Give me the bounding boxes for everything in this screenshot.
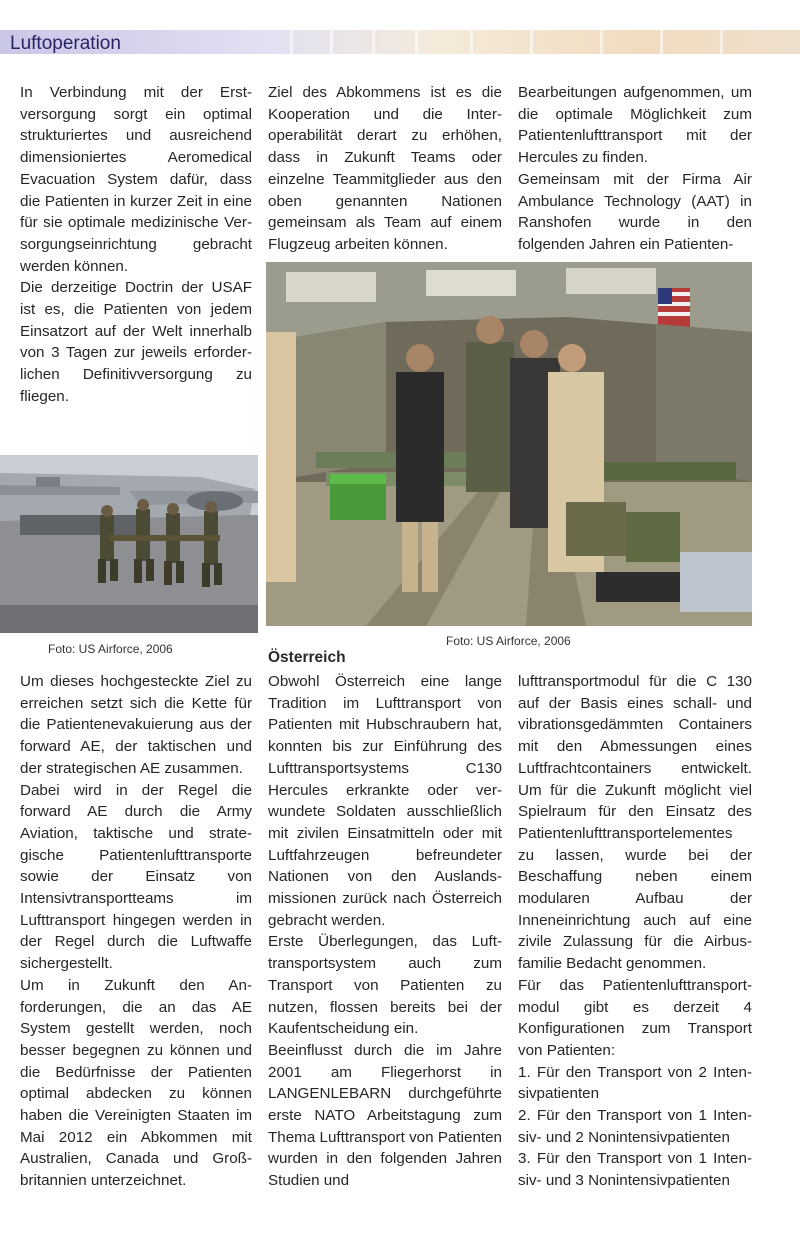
subheading-oesterreich: Österreich [268,649,346,666]
paragraph: Beeinflusst durch die im Jahre 2001 am Fliegerhorst in LANGENLEBARN durchgeführte erste NATO Arbeitstagung zum Thema Lufttransport von Patienten wurden in den folgenden Jahren Studien und [268,1041,502,1190]
paragraph: Bearbeitungen aufgenommen, um die optimale Möglichkeit zum Patientenlufttransport mit der Hercules zu finden. [518,84,752,167]
paragraph: In Verbindung mit der Erstversorgung sorgt ein optimal strukturiertes und ausreichend dimensioniertes Aeromedical Evacuation System dafür, dass die Patienten in kurzer Zeit in eine für sie optimale medizinische Versorgungseinrichtung gebracht werden können. [20,84,252,275]
bottom-column-3 [518,671,752,1192]
paragraph: Gemeinsam mit der Firma Air Ambulance Technology (AAT) in Ranshofen wurde in den folgenden Jahren ein Patienten- [518,170,752,253]
paragraph: lufttransportmodul für die C 130 auf der Basis eines schall- und vibrationsgedämmten Containers mit den Abmessungen eines Luftfrachtcontainers entwickelt. Um für die Zukunft möglicht viel Spielraum für den Einsatz des Patientenlufttransportelementes zu lassen, wurde bei der Beschaffung neben einem modularen Aufbau der Inneneinrichtung auch auf eine zivile Zulassung für die Airbusfamilie Bedacht genommen. [518,673,752,973]
paragraph: Dabei wird in der Regel die forward AE durch die Army Aviation, taktische und strategische Patientenlufttransporte sowie der Einsatz von Intensivtransportteams im Lufttransport hingegen werden in der Regel durch die Luftwaffe sichergestellt. [20,781,252,973]
photo-caption-left: Foto: US Airforce, 2006 [48,642,173,656]
paragraph: Ziel des Abkommens ist es die Kooperation und die Interoperabilität derart zu erhöhen, dass in Zukunft Teams oder einzelne Teammitglieder aus den oben genannten Nationen gemeinsam als Team auf einem Flugzeug arbeiten können. [268,84,502,253]
bottom-column-2 [268,671,502,1192]
paragraph: Die derzeitige Doctrin der USAF ist es, die Patienten von jedem Einsatzort auf der Welt innerhalb von 3 Tagen zur jeweils erforderlichen Definitivversorgung zu fliegen. [20,279,252,405]
top-column-3 [518,82,752,256]
photo-caption-right: Foto: US Airforce, 2006 [446,634,571,648]
bottom-column-1 [20,671,252,1192]
list-item: 3. Für den Transport von 1 Intensiv- und 3 Nonintensivpatienten [518,1150,752,1190]
top-column-2 [268,82,502,256]
paragraph: Um in Zukunft den Anforderungen, die an das AE System gestellt werden, noch besser begegnen zu können und die Bedürfnisse der Patienten optimal abdecken zu können haben die Vereinigten Staaten im Mai 2012 ein Abkommen mit Australien, Canada und Großbritannien unterzeichnet. [20,976,252,1190]
list-item: 1. Für den Transport von 2 Intensivpatienten [518,1063,752,1103]
photo-aircraft-stretcher-team [0,455,258,633]
section-title: Luftoperation [10,33,121,54]
paragraph: Für das Patientenlufttransportmodul gibt es derzeit 4 Konfigurationen zum Transport von Patienten: [518,976,752,1059]
paragraph: Erste Überlegungen, das Lufttransportsystem auch zum Transport von Patienten zu nutzen, flossen bereits bei der Kaufentscheidung ein. [268,933,502,1038]
paragraph: Um dieses hochgesteckte Ziel zu erreichen setzt sich die Kette für die Patientenevakuierung aus der forward AE, der taktischen und der strategischen AE zusammen. [20,673,252,777]
top-column-1 [20,82,252,408]
photo-cargo-hold-interior [266,262,752,626]
paragraph: Obwohl Österreich eine lange Tradition im Lufttransport von Patienten mit Hubschraubern hat, konnten bis zur Einführung des Lufttransportsystems C130 Hercules erkrankte oder verwundete Soldaten ausschließlich mit zivilen Einsatmitteln oder mit Luftfahrzeugen befreundeter Nationen von den Auslandsmissionen zurück nach Österreich gebracht werden. [268,673,502,929]
list-item: 2. Für den Transport von 1 Intensiv- und 2 Nonintensivpatienten [518,1107,752,1146]
